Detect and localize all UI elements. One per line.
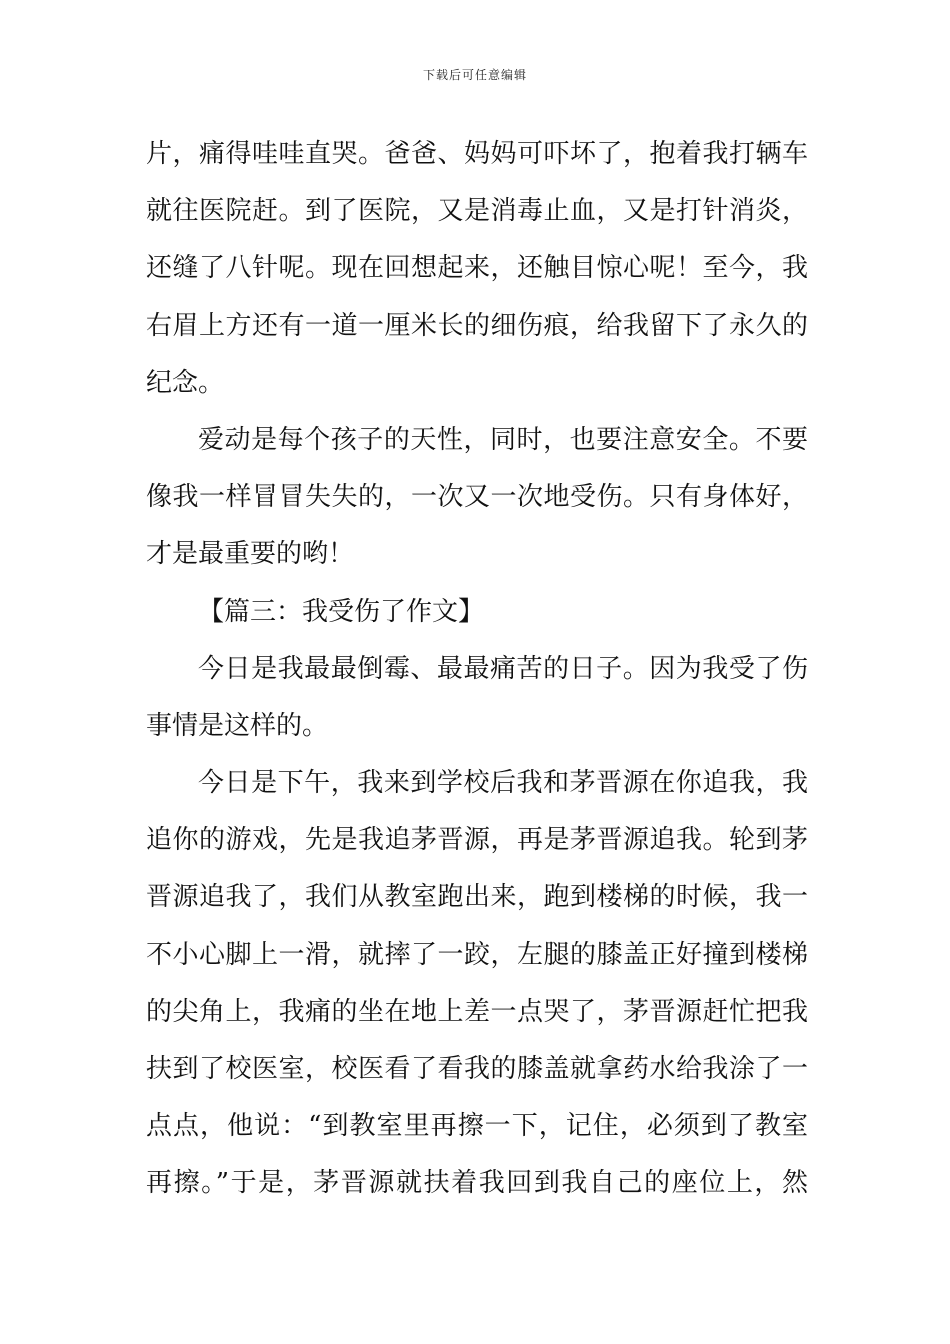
text-line: 像我一样冒冒失失的，一次又一次地受伤。只有身体好， xyxy=(146,482,808,513)
text-line: 还缝了八针呢。现在回想起来，还触目惊心呢！至今，我 xyxy=(146,253,808,284)
text-line: 事情是这样的。 xyxy=(146,710,329,741)
document-body xyxy=(146,126,808,1213)
text-line: 才是最重要的哟！ xyxy=(146,539,355,570)
text-line: 爱动是每个孩子的天性，同时，也要注意安全。不要 xyxy=(198,424,808,455)
text-line: 追你的游戏，先是我追茅晋源，再是茅晋源追我。轮到茅 xyxy=(146,825,808,856)
text-line: 【篇三：我受伤了作文】 xyxy=(198,596,485,627)
text-line: 扶到了校医室，校医看了看我的膝盖就拿药水给我涂了一 xyxy=(146,1054,808,1084)
text-line: 再擦。”于是，茅晋源就扶着我回到我自己的座位上，然 xyxy=(146,1168,808,1199)
text-line: 片，痛得哇哇直哭。爸爸、妈妈可吓坏了，抱着我打辆车 xyxy=(146,139,808,169)
text-line: 的尖角上，我痛的坐在地上差一点哭了，茅晋源赶忙把我 xyxy=(146,996,808,1027)
text-line: 就往医院赶。到了医院，又是消毒止血，又是打针消炎， xyxy=(146,196,808,227)
text-line: 晋源追我了，我们从教室跑出来，跑到楼梯的时候，我一 xyxy=(146,882,808,913)
text-line: 点点，他说：“到教室里再擦一下，记住，必须到了教室 xyxy=(146,1111,808,1142)
text-line: 不小心脚上一滑，就摔了一跤，左腿的膝盖正好撞到楼梯 xyxy=(146,939,808,970)
page-header: 下载后可任意编辑 xyxy=(422,68,527,82)
text-line: 今日是下午，我来到学校后我和茅晋源在你追我，我 xyxy=(198,768,808,799)
text-line: 右眉上方还有一道一厘米长的细伤痕，给我留下了永久的 xyxy=(146,310,808,341)
text-line: 今日是我最最倒霉、最最痛苦的日子。因为我受了伤 xyxy=(198,653,808,684)
text-line: 纪念。 xyxy=(146,367,225,398)
